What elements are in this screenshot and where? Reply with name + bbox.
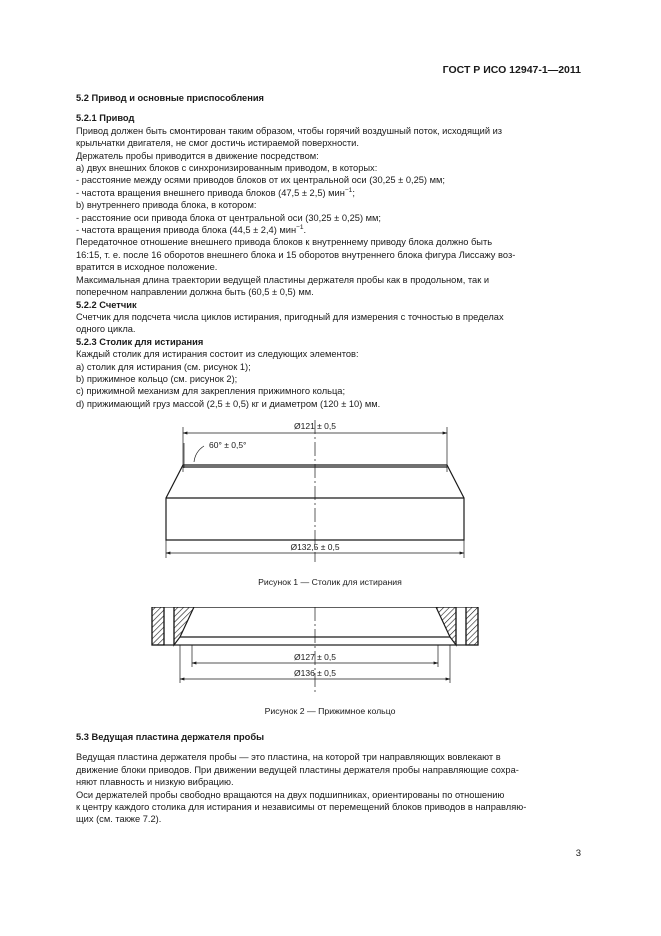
text-line: Привод должен быть смонтирован таким образом, чтобы горячий воздушный поток, исходящий из	[76, 125, 503, 136]
paragraph	[76, 125, 584, 150]
list-item: а) двух внешних блоков с синхронизированным приводом, в которых:	[76, 163, 378, 174]
list-item	[76, 224, 584, 236]
document-header: ГОСТ Р ИСО 12947-1—2011	[442, 64, 581, 76]
text-line: Максимальная длина траектории ведущей пластины держателя пробы как в продольном, так и	[76, 274, 490, 285]
page-number: 3	[575, 848, 581, 859]
text-line: 16:15, т. е. после 16 оборотов внешнего блока и 15 оборотов внутреннего блока фигура Лиссажу воз-	[76, 249, 516, 260]
section-5-3-title: 5.3 Ведущая пластина держателя пробы	[76, 731, 265, 742]
paragraph	[76, 789, 584, 826]
text-line: вратится в исходное положение.	[76, 262, 218, 273]
text-line: Ведущая пластина держателя пробы — это пластина, на которой три направляющих вовлекают в	[76, 752, 501, 763]
list-item: - расстояние между осями приводов блоков от их центральной оси (30,25 ± 0,25) мм;	[76, 175, 445, 186]
dimension-bottom-label: Ø132,5 ± 0,5	[290, 542, 340, 553]
paragraph	[76, 236, 584, 273]
dimension-outer-label: Ø136 ± 0,5	[294, 667, 336, 678]
section-5-2-3-title: 5.2.3 Столик для истирания	[76, 336, 204, 347]
text-line: движение блоки приводов. При движении ведущей пластины держателя пробы направляющие сохра-	[76, 764, 519, 775]
section-5-2-2-title: 5.2.2 Счетчик	[76, 299, 137, 310]
text-line: к центру каждого столика для истирания и независимы от перемещений блоков приводов в направляю-	[76, 802, 527, 812]
section-5-2-1-title: 5.2.1 Привод	[76, 113, 135, 124]
text-line: крыльчатки двигателя, не смог достичь истираемой поверхности.	[76, 138, 359, 149]
list-item: c) прижимной механизм для закрепления прижимного кольца;	[76, 386, 346, 397]
paragraph	[76, 311, 584, 336]
punctuation: ;	[352, 187, 355, 198]
paragraph	[76, 274, 584, 299]
superscript: −1	[344, 186, 353, 194]
text-line: одного цикла.	[76, 324, 136, 335]
ring-section-left	[152, 607, 164, 645]
figure-2-caption: Рисунок 2 — Прижимное кольцо	[264, 705, 396, 716]
text-line: Счетчик для подсчета числа циклов истирания, пригодный для измерения с точностью в пределах	[76, 311, 504, 322]
text-line: Передаточное отношение внешнего привода блоков к внутреннему приводу блока должно быть	[76, 237, 493, 248]
text-line: Оси держателей пробы свободно вращаются на двух подшипниках, ориентированы по отношению	[76, 789, 505, 800]
ring-section-right	[466, 607, 478, 645]
list-item: b) прижимное кольцо (см. рисунок 2);	[76, 373, 238, 384]
list-item: b) внутреннего привода блока, в котором:	[76, 200, 257, 211]
paragraph: Каждый столик для истирания состоит из следующих элементов:	[76, 349, 359, 360]
figure-1-abrasion-table	[76, 420, 584, 568]
list-item: d) прижимающий груз массой (2,5 ± 0,5) кг и диаметром (120 ± 10) мм.	[76, 398, 381, 409]
text-line: - частота вращения привода блока (44,5 ± 2,4) мин	[76, 225, 297, 236]
ring-taper-right	[436, 607, 456, 645]
angle-label: 60° ± 0,5°	[209, 440, 247, 451]
section-5-2-title: 5.2 Привод и основные приспособления	[76, 93, 264, 103]
text-line: няют плавность и низкую вибрацию.	[76, 777, 234, 788]
text-line: щих (см. также 7.2).	[76, 814, 162, 825]
dimension-top-label: Ø121 ± 0,5	[294, 421, 336, 432]
figure-1-caption: Рисунок 1 — Столик для истирания	[258, 577, 402, 588]
text-line: - частота вращения внешнего привода блоков (47,5 ± 2,5) мин	[76, 187, 345, 198]
list-item	[76, 187, 584, 199]
punctuation: .	[303, 225, 307, 236]
paragraph: Держатель пробы приводится в движение посредством:	[76, 150, 319, 161]
dimension-inner-label: Ø127 ± 0,5	[294, 651, 336, 662]
list-item: а) столик для истирания (см. рисунок 1);	[76, 361, 251, 372]
figure-2-clamping-ring	[76, 607, 584, 693]
list-item: - расстояние оси привода блока от центральной оси (30,25 ± 0,25) мм;	[76, 212, 382, 223]
paragraph	[76, 751, 584, 788]
page-content	[76, 92, 584, 826]
superscript: −1	[296, 223, 304, 231]
ring-taper-left	[174, 607, 194, 645]
text-line: поперечном направлении должна быть (60,5 ± 0,5) мм.	[76, 287, 314, 298]
